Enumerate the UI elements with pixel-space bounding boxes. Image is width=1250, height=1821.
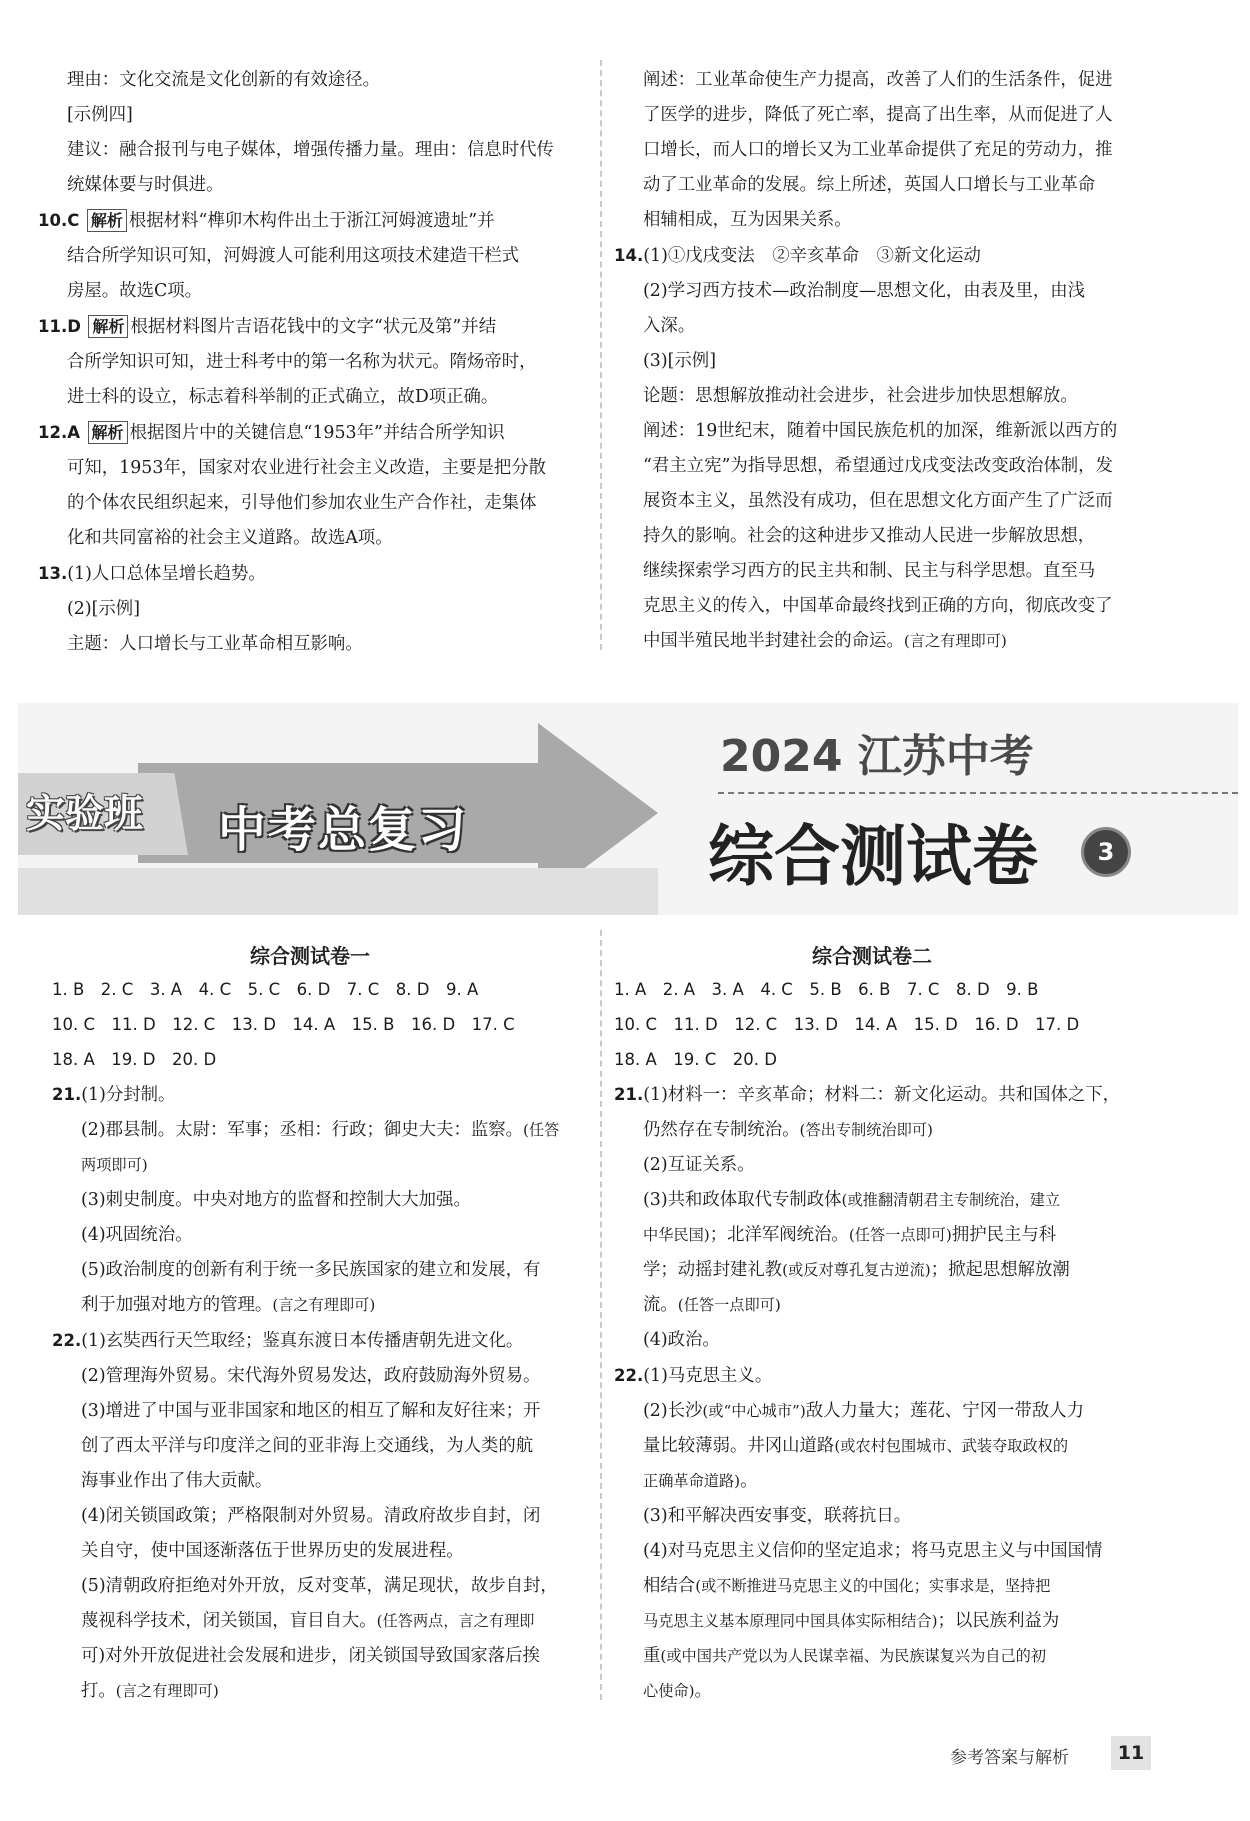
answer-row: 1. A 2. A 3. A 4. C 5. B 6. B 7. C 8. D 9. B (614, 980, 1039, 999)
text-line: (5)政治制度的创新有利于统一多民族国家的建立和发展，有 (81, 1260, 541, 1280)
text-line: 学；动摇封建礼教(或反对尊孔复古逆流)；掀起思想解放潮 (643, 1260, 1070, 1280)
text-line: (3)共和政体取代专制政体(或推翻清朝君主专制统治，建立 (643, 1190, 1061, 1210)
question-22: 22.(1)马克思主义。 (614, 1366, 773, 1386)
text-line: 相结合(或不断推进马克思主义的中国化；实事求是，坚持把 (643, 1576, 1051, 1596)
text-line: 中华民国)；北洋军阀统治。(任答一点即可)拥护民主与科 (643, 1225, 1057, 1245)
text-line: 两项即可) (81, 1156, 148, 1174)
text-line: (3)[示例] (643, 351, 716, 371)
banner-left-label: 实验班 (26, 792, 144, 837)
text-line: (4)巩固统治。 (81, 1225, 193, 1245)
banner-year-title: 2024 江苏中考 (720, 731, 1034, 782)
text-line: 展资本主义，虽然没有成功，但在思想文化方面产生了广泛而 (643, 491, 1113, 511)
answer-row: 10. C 11. D 12. C 13. D 14. A 15. B 16. D 17. C (52, 1015, 515, 1034)
column-divider-bottom (600, 930, 602, 1700)
text-line: 中国半殖民地半封建社会的命运。(言之有理即可) (643, 631, 1007, 651)
analysis-tag: 解析 (88, 315, 128, 338)
text-line: 进士科的设立，标志着科举制的正式确立，故D项正确。 (67, 387, 499, 407)
text-line: 了医学的进步，降低了死亡率，提高了出生率，从而促进了人 (643, 105, 1113, 125)
question-12: 12.A 解析 根据图片中的关键信息“1953年”并结合所学知识 (38, 423, 505, 443)
question-21: 21.(1)分封制。 (52, 1085, 176, 1105)
text-line: 理由：文化交流是文化创新的有效途径。 (67, 70, 381, 90)
text-line: [示例四] (67, 105, 133, 125)
text-line: 阐述：工业革命使生产力提高，改善了人们的生活条件，促进 (643, 70, 1113, 90)
text-line: (4)对马克思主义信仰的坚定追求；将马克思主义与中国国情 (643, 1541, 1103, 1561)
text-line: 口增长，而人口的增长又为工业革命提供了充足的劳动力，推 (643, 140, 1113, 160)
text-line: 量比较薄弱。井冈山道路(或农村包围城市、武装夺取政权的 (643, 1436, 1069, 1456)
text-line: (2)[示例] (67, 599, 140, 619)
answer-row: 10. C 11. D 12. C 13. D 14. A 15. D 16. D 17. D (614, 1015, 1080, 1034)
text-line: 合所学知识可知，进士科考中的第一名称为状元。隋炀帝时， (67, 352, 537, 372)
text-line: 论题：思想解放推动社会进步，社会进步加快思想解放。 (643, 386, 1078, 406)
text-line: 心使命)。 (643, 1681, 712, 1701)
banner-sub-label: 中考总复习 (218, 802, 469, 858)
text-line: 房屋。故选C项。 (67, 281, 203, 301)
test2-title: 综合测试卷二 (812, 944, 932, 968)
text-line: 化和共同富裕的社会主义道路。故选A项。 (67, 528, 393, 548)
text-line: 关自守，使中国逐渐落伍于世界历史的发展进程。 (81, 1541, 464, 1561)
text-line: 克思主义的传入，中国革命最终找到正确的方向，彻底改变了 (643, 596, 1113, 616)
text-line: 重(或中国共产党以为人民谋幸福、为民族谋复兴为自己的初 (643, 1646, 1047, 1666)
text-line: 利于加强对地方的管理。(言之有理即可) (81, 1295, 376, 1315)
text-line: 正确革命道路)。 (643, 1471, 758, 1491)
text-line: 可知，1953年，国家对农业进行社会主义改造，主要是把分散 (67, 458, 547, 478)
text-line: 仍然存在专制统治。(答出专制统治即可) (643, 1120, 933, 1140)
question-21: 21.(1)材料一：辛亥革命；材料二：新文化运动。共和国体之下， (614, 1085, 1121, 1105)
text-line: 结合所学知识可知，河姆渡人可能利用这项技术建造干栏式 (67, 246, 520, 266)
text-line: (3)刺史制度。中央对地方的监督和控制大大加强。 (81, 1190, 471, 1210)
section-banner (18, 703, 1238, 915)
text-line: 马克思主义基本原理同中国具体实际相结合)；以民族利益为 (643, 1611, 1060, 1631)
text-line: (4)政治。 (643, 1330, 720, 1350)
test1-title: 综合测试卷一 (250, 944, 370, 968)
question-14: 14.(1)①戊戌变法 ②辛亥革命 ③新文化运动 (614, 246, 981, 266)
text-line: 入深。 (643, 316, 696, 336)
page-number: 11 (1111, 1736, 1151, 1770)
test1-column (52, 972, 597, 1709)
text-line: 主题：人口增长与工业革命相互影响。 (67, 634, 363, 654)
text-line: 创了西太平洋与印度洋之间的亚非海上交通线，为人类的航 (81, 1436, 534, 1456)
text-line: (4)闭关锁国政策；严格限制对外贸易。清政府故步自封，闭 (81, 1506, 541, 1526)
text-line: 统媒体要与时俱进。 (67, 175, 224, 195)
question-11: 11.D 解析 根据材料图片吉语花钱中的文字“状元及第”并结 (38, 317, 497, 337)
text-line: 蔑视科学技术，闭关锁国，盲目自大。(任答两点，言之有理即 (81, 1611, 535, 1631)
answer-row: 1. B 2. C 3. A 4. C 5. C 6. D 7. C 8. D 9. A (52, 980, 479, 999)
text-line: 的个体农民组织起来，引导他们参加农业生产合作社，走集体 (67, 493, 537, 513)
text-line: (5)清朝政府拒绝对外开放，反对变革，满足现状，故步自封， (81, 1576, 558, 1596)
column-divider-top (600, 60, 602, 650)
text-line: “君主立宪”为指导思想，希望通过戊戌变法改变政治体制，发 (643, 456, 1113, 476)
text-line: 相辅相成，互为因果关系。 (643, 210, 852, 230)
analysis-tag: 解析 (88, 421, 128, 444)
text-line: (3)和平解决西安事变，联蒋抗日。 (643, 1506, 912, 1526)
question-10: 10.C 解析 根据材料“榫卯木构件出土于浙江河姆渡遗址”并 (38, 211, 495, 231)
text-line: (2)学习西方技术—政治制度—思想文化，由表及里，由浅 (643, 281, 1086, 301)
text-line: (2)郡县制。太尉：军事；丞相：行政；御史大夫：监察。(任答 (81, 1120, 560, 1140)
text-line: 可)对外开放促进社会发展和进步，闭关锁国导致国家落后挨 (81, 1646, 540, 1666)
question-22: 22.(1)玄奘西行天竺取经；鉴真东渡日本传播唐朝先进文化。 (52, 1331, 524, 1351)
text-line: 继续探索学习西方的民主共和制、民主与科学思想。直至马 (643, 561, 1096, 581)
banner-dashed-rule (718, 792, 1238, 794)
volume-badge: 3 (1081, 827, 1131, 877)
text-line: 阐述：19世纪末，随着中国民族危机的加深，维新派以西方的 (643, 421, 1118, 441)
text-line: 持久的影响。社会的这种进步又推动人民进一步解放思想， (643, 526, 1096, 546)
top-left-column (38, 63, 593, 662)
text-line: 海事业作出了伟大贡献。 (81, 1471, 273, 1491)
text-line: 打。(言之有理即可) (81, 1681, 219, 1701)
text-line: (2)互证关系。 (643, 1155, 755, 1175)
arrow-graphic (18, 703, 1238, 915)
top-right-column (614, 63, 1214, 659)
analysis-tag: 解析 (87, 209, 127, 232)
banner-main-title: 综合测试卷 (708, 818, 1038, 895)
text-line: (2)长沙(或“中心城市”)敌人力量大；莲花、宁冈一带敌人力 (643, 1401, 1085, 1421)
text-line: (2)管理海外贸易。宋代海外贸易发达，政府鼓励海外贸易。 (81, 1366, 541, 1386)
footer-label: 参考答案与解析 (950, 1748, 1069, 1768)
text-line: 流。(任答一点即可) (643, 1295, 781, 1315)
answer-row: 18. A 19. D 20. D (52, 1050, 217, 1069)
text-line: 建议：融合报刊与电子媒体，增强传播力量。理由：信息时代传 (67, 140, 554, 160)
test2-column (614, 972, 1224, 1709)
question-13: 13.(1)人口总体呈增长趋势。 (38, 564, 266, 584)
text-line: 动了工业革命的发展。综上所述，英国人口增长与工业革命 (643, 175, 1096, 195)
text-line: (3)增进了中国与亚非国家和地区的相互了解和友好往来；开 (81, 1401, 541, 1421)
answer-row: 18. A 19. C 20. D (614, 1050, 777, 1069)
